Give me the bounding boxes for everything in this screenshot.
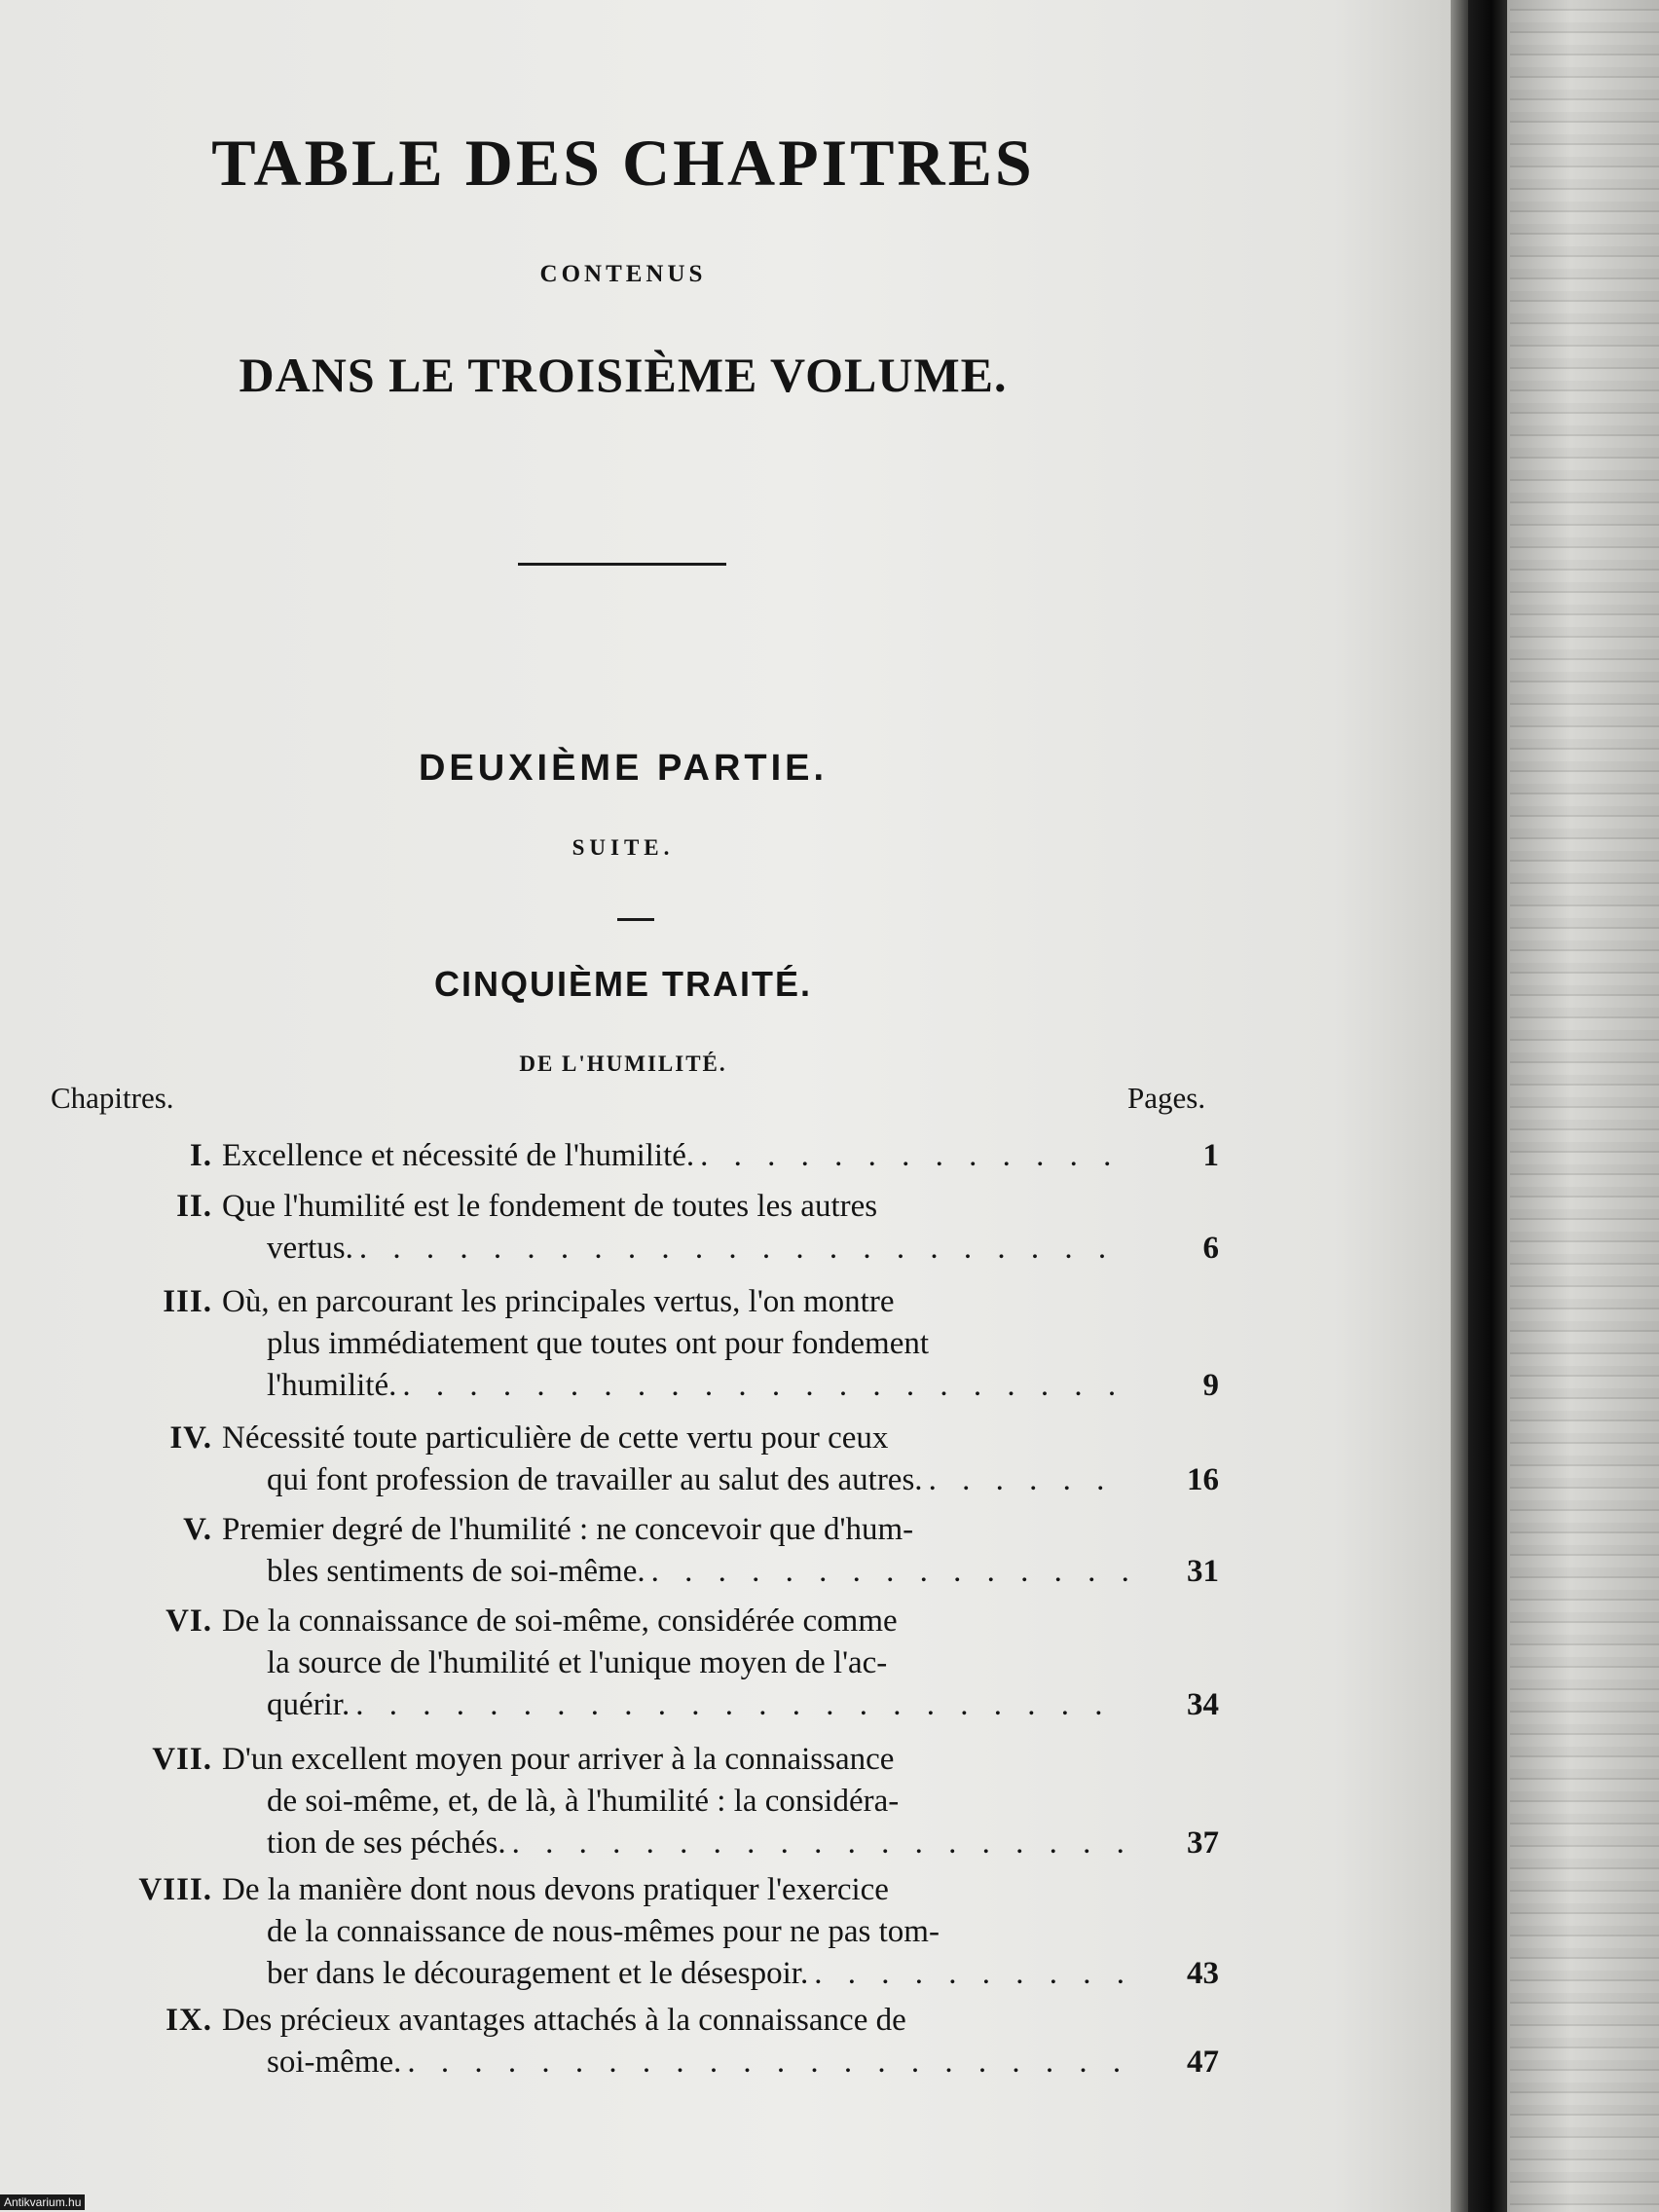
chapter-title-line	[222, 1365, 1127, 1407]
chapter-title-line: D'un excellent moyen pour arriver à la connaissance	[222, 1742, 895, 1777]
title-rule	[518, 563, 726, 566]
dot-leader	[359, 1228, 1127, 1270]
book-binding	[1468, 0, 1507, 2212]
page-edge-shadow	[1451, 0, 1468, 2212]
chapter-title-line: Que l'humilité est le fondement de toutes les autres	[222, 1189, 878, 1224]
chapter-title	[222, 1869, 1127, 1995]
chapter-title-line: Premier degré de l'humilité : ne concevoir que d'hum-	[222, 1512, 914, 1547]
chapter-title-line: Des précieux avantages attachés à la connaissance de	[222, 2003, 906, 2038]
chapter-title-line	[222, 2042, 1127, 2083]
part-suite: SUITE.	[571, 835, 675, 860]
chapter-title-text: bles sentiments de soi-même.	[267, 1554, 645, 1589]
chapter-title-text: soi-même.	[267, 2045, 402, 2080]
dot-leader	[700, 1135, 1127, 1177]
subtitle-contenus: CONTENUS	[539, 261, 707, 287]
chapter-title-text: vertus.	[267, 1231, 353, 1266]
chapter-title	[222, 1186, 1127, 1270]
dot-leader	[814, 1953, 1127, 1995]
chapter-title-line: De la connaissance de soi-même, considérée comme	[222, 1604, 898, 1639]
page-number: 43	[1187, 1956, 1219, 1991]
chapter-title-line	[222, 1684, 1127, 1726]
chapter-title-line: Où, en parcourant les principales vertus, l'on montre	[222, 1284, 895, 1319]
chapter-title	[222, 1135, 1127, 1177]
chapter-title	[222, 1601, 1127, 1726]
column-header-pages: Pages.	[1127, 1081, 1206, 1115]
chapter-title-line: plus immédiatement que toutes ont pour fondement	[267, 1326, 930, 1361]
volume-heading: DANS LE TROISIÈME VOLUME.	[239, 348, 1008, 402]
page-number: 6	[1202, 1231, 1219, 1266]
chapter-number: VII.	[152, 1742, 212, 1777]
chapter-number: VI.	[166, 1604, 212, 1639]
chapter-title-line	[222, 1823, 1127, 1864]
chapter-number: IX.	[166, 2003, 212, 2038]
chapter-number: V.	[183, 1512, 212, 1547]
dot-leader	[355, 1684, 1127, 1726]
chapter-title-text: l'humilité.	[267, 1368, 397, 1403]
chapter-title-line	[222, 1135, 1127, 1177]
chapter-title	[222, 1739, 1127, 1864]
chapter-number: VIII.	[138, 1872, 212, 1907]
page-number: 9	[1202, 1368, 1219, 1403]
dot-leader	[651, 1551, 1127, 1593]
chapter-title	[222, 1281, 1127, 1407]
chapter-title-line	[222, 1459, 1127, 1501]
chapter-number: IV.	[169, 1420, 212, 1456]
chapter-title-line	[222, 1551, 1127, 1593]
page-title: TABLE DES CHAPITRES	[211, 126, 1035, 200]
column-header-chapitres: Chapitres.	[51, 1081, 174, 1115]
part-heading: DEUXIÈME PARTIE.	[418, 748, 829, 789]
chapter-number: II.	[176, 1189, 212, 1224]
chapter-title	[222, 1418, 1127, 1501]
chapter-title-line	[222, 1228, 1127, 1270]
chapter-title	[222, 1509, 1127, 1593]
page-number: 1	[1202, 1138, 1219, 1173]
chapter-title-text: qui font profession de travailler au salut des autres.	[267, 1462, 923, 1497]
chapter-title-line: de soi-même, et, de là, à l'humilité : la considéra-	[267, 1784, 900, 1819]
chapter-title-text: Excellence et nécessité de l'humilité.	[222, 1138, 695, 1173]
dot-leader	[512, 1823, 1127, 1864]
dot-leader	[929, 1459, 1127, 1501]
treatise-heading: CINQUIÈME TRAITÉ.	[433, 964, 812, 1004]
watermark: Antikvarium.hu	[0, 2194, 85, 2210]
chapter-title-line: la source de l'humilité et l'unique moyen de l'ac-	[267, 1645, 888, 1680]
chapter-number: III.	[163, 1284, 212, 1319]
chapter-number: I.	[189, 1138, 212, 1173]
chapter-title-line: de la connaissance de nous-mêmes pour ne pas tom-	[267, 1914, 940, 1949]
cover-board	[1507, 0, 1659, 2212]
chapter-title-line: De la manière dont nous devons pratiquer l'exercice	[222, 1872, 889, 1907]
page-number: 16	[1187, 1462, 1219, 1497]
page-number: 34	[1187, 1687, 1219, 1722]
chapter-title-text: ber dans le découragement et le désespoir.	[267, 1956, 809, 1991]
page-number: 31	[1187, 1554, 1219, 1589]
page-number: 37	[1187, 1825, 1219, 1861]
section-dash	[617, 918, 654, 921]
chapter-title	[222, 2000, 1127, 2083]
chapter-title-text: quérir.	[267, 1687, 350, 1722]
chapter-title-line: Nécessité toute particulière de cette vertu pour ceux	[222, 1420, 889, 1456]
dot-leader	[407, 2042, 1127, 2083]
treatise-subject: DE L'HUMILITÉ.	[519, 1051, 727, 1076]
chapter-title-text: tion de ses péchés.	[267, 1825, 506, 1861]
dot-leader	[402, 1365, 1127, 1407]
chapter-title-line	[222, 1953, 1127, 1995]
page-number: 47	[1187, 2045, 1219, 2080]
